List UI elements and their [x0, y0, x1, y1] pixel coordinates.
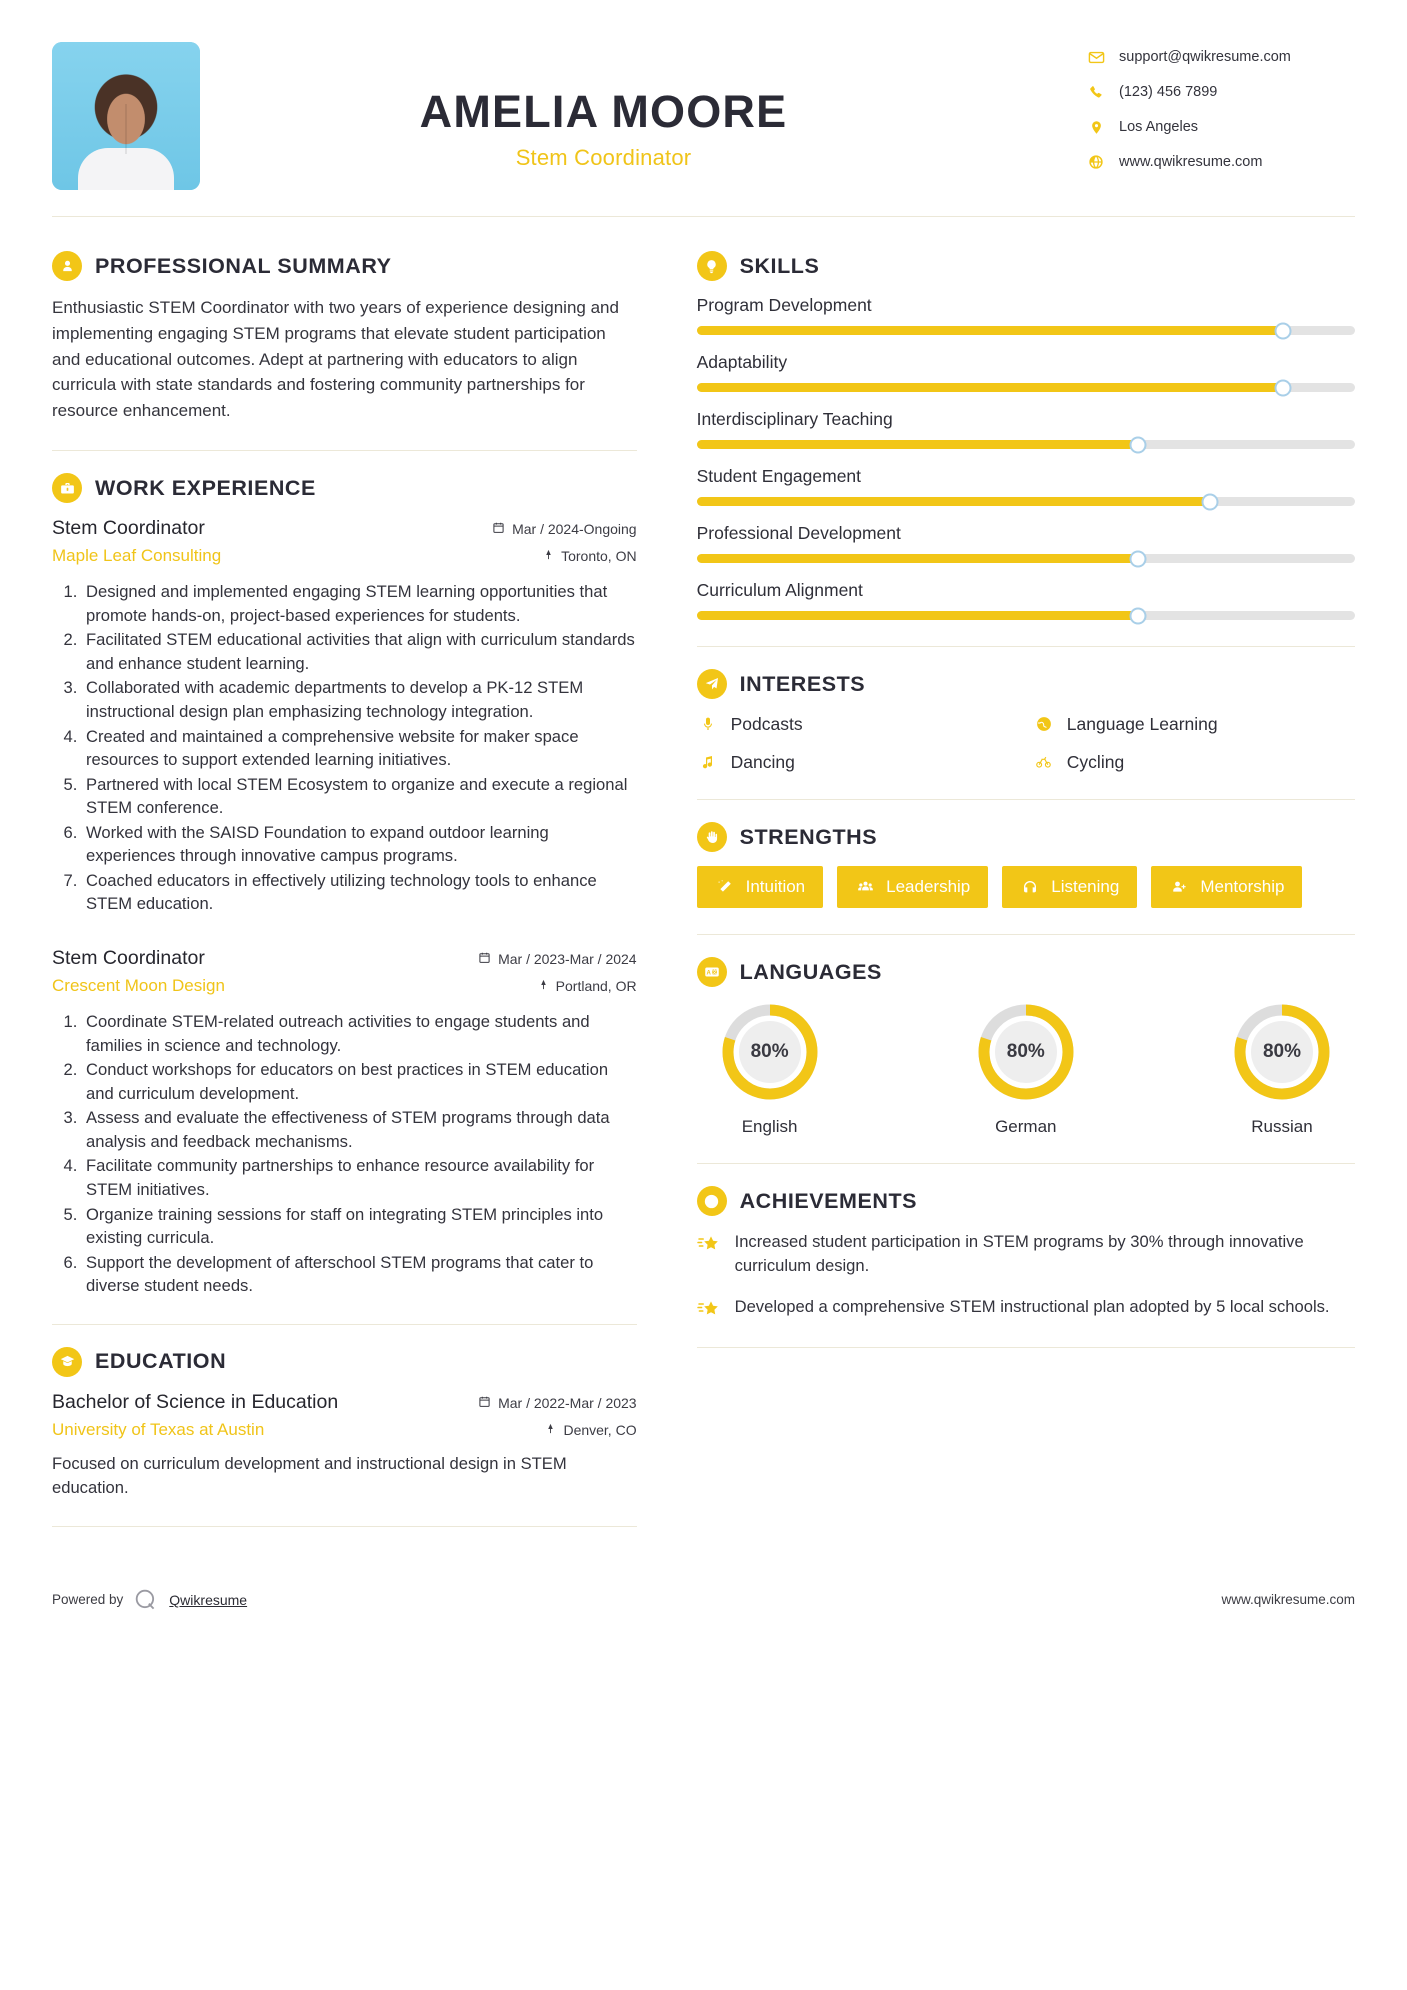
- calendar-icon: [492, 521, 505, 537]
- section-interests: [697, 669, 1355, 773]
- experience-role: Stem Coordinator: [52, 517, 205, 540]
- section-divider: [697, 1163, 1355, 1164]
- list-item: 4. Created and maintained a comprehensive website for maker space resources to support extended learning initiatives.: [82, 725, 637, 772]
- section-divider: [52, 1324, 637, 1325]
- contact-email-value: support@qwikresume.com: [1119, 49, 1291, 65]
- strength-label: Intuition: [745, 877, 806, 896]
- resume-body: [52, 217, 1355, 1549]
- experience-bullets: [52, 1010, 637, 1298]
- language-item: [1217, 1001, 1347, 1137]
- section-strengths: [697, 822, 1355, 908]
- skill-label: Professional Development: [696, 523, 901, 543]
- education-degree: Bachelor of Science in Education: [52, 1390, 339, 1413]
- strength-tag-listening[interactable]: [1002, 866, 1137, 908]
- magic-wand-icon: [715, 877, 735, 897]
- strength-label: Listening: [1051, 877, 1120, 896]
- section-skills: [697, 251, 1355, 620]
- interest-item: [697, 713, 1019, 735]
- skill-bar-knob: [1129, 607, 1146, 624]
- contact-website-value: www.qwikresume.com: [1119, 154, 1263, 170]
- section-title: WORK EXPERIENCE: [95, 475, 316, 500]
- skill-bar[interactable]: [697, 440, 1355, 449]
- name-block: [200, 42, 1087, 171]
- music-note-icon: [697, 751, 719, 773]
- skill-bar-fill: [697, 383, 1283, 392]
- language-percent: 80%: [1006, 1041, 1045, 1062]
- interest-item: [697, 751, 1019, 773]
- language-name: English: [741, 1117, 798, 1136]
- entry-spacer: [52, 917, 637, 947]
- entry-top-row: [52, 517, 637, 540]
- section-title: INTERESTS: [739, 671, 866, 696]
- list-item: 5. Organize training sessions for staff on integrating STEM principles into existing curricula.: [82, 1203, 637, 1250]
- avatar: [52, 42, 200, 190]
- list-item: 3. Assess and evaluate the effectiveness of STEM programs through data analysis and feedback mechanisms.: [82, 1106, 637, 1153]
- section-divider: [697, 1347, 1355, 1348]
- list-item: 2. Facilitated STEM educational activities that align with curriculum standards and enhance student learning.: [82, 628, 637, 675]
- list-item: 6. Support the development of afterschool STEM programs that cater to diverse student needs.: [82, 1251, 637, 1298]
- experience-dates: [478, 951, 637, 967]
- qwikresume-logo-icon: [133, 1587, 159, 1613]
- experience-organization: Maple Leaf Consulting: [52, 546, 222, 566]
- skill-bar-fill: [697, 554, 1138, 563]
- experience-entry: [52, 517, 637, 916]
- skill-label: Student Engagement: [696, 466, 862, 486]
- contact-email[interactable]: [1087, 48, 1355, 66]
- location-pin-icon: [1087, 118, 1105, 136]
- list-item: 4. Facilitate community partnerships to enhance resource availability for STEM initiatives.: [82, 1154, 637, 1201]
- education-location: [545, 1422, 636, 1438]
- microphone-icon: [697, 713, 719, 735]
- lightbulb-icon: [697, 251, 727, 281]
- section-title: ACHIEVEMENTS: [739, 1188, 918, 1213]
- education-school: University of Texas at Austin: [52, 1419, 265, 1439]
- skill-bar-fill: [697, 440, 1138, 449]
- language-name: Russian: [1251, 1117, 1313, 1136]
- section-title: STRENGTHS: [739, 824, 878, 849]
- skill-item: [697, 466, 1355, 506]
- experience-location-value: Toronto, ON: [561, 548, 637, 565]
- strength-tag-intuition[interactable]: [697, 866, 824, 908]
- education-dates: [478, 1395, 637, 1411]
- powered-by-label: Powered by: [52, 1592, 124, 1608]
- list-item: 1. Coordinate STEM-related outreach activities to engage students and families in science and technology.: [82, 1010, 637, 1057]
- list-item: 6. Worked with the SAISD Foundation to expand outdoor learning experiences through innovative campus programs.: [82, 821, 637, 868]
- user-icon: [52, 251, 82, 281]
- phone-icon: [1087, 83, 1105, 101]
- section-work-experience: [52, 473, 637, 1298]
- map-pin-icon: [538, 978, 549, 994]
- language-name: German: [995, 1117, 1057, 1136]
- entry-top-row: [52, 947, 637, 970]
- language-percent: 80%: [750, 1041, 789, 1062]
- achievement-item: [697, 1230, 1355, 1277]
- section-header: [697, 669, 1355, 699]
- section-title: PROFESSIONAL SUMMARY: [95, 253, 392, 278]
- skill-bar-fill: [697, 326, 1283, 335]
- section-header: [697, 1186, 1355, 1216]
- education-description: Focused on curriculum development and instructional design in STEM education.: [52, 1453, 567, 1497]
- language-item: [705, 1001, 835, 1137]
- experience-location: [538, 978, 637, 994]
- skill-bar[interactable]: [697, 383, 1355, 392]
- svg-text:文: 文: [711, 970, 717, 976]
- interest-label: Language Learning: [1066, 713, 1218, 734]
- experience-dates-value: Mar / 2024-Ongoing: [512, 521, 637, 538]
- map-pin-icon: [543, 548, 554, 564]
- interest-item: [1033, 713, 1355, 735]
- briefcase-icon: [52, 473, 82, 503]
- contact-website[interactable]: [1087, 153, 1355, 171]
- left-column: [52, 225, 667, 1549]
- skill-label: Curriculum Alignment: [696, 580, 863, 600]
- graduation-cap-icon: [52, 1347, 82, 1377]
- contact-location[interactable]: [1087, 118, 1355, 136]
- calendar-icon: [478, 951, 491, 967]
- globe-icon: [1033, 713, 1055, 735]
- skill-bar-knob: [1274, 379, 1291, 396]
- section-header: [52, 473, 637, 503]
- section-divider: [697, 799, 1355, 800]
- skill-label: Interdisciplinary Teaching: [696, 409, 893, 429]
- experience-dates: [492, 521, 637, 537]
- section-achievements: [697, 1186, 1355, 1321]
- section-header: [697, 822, 1355, 852]
- education-location-value: Denver, CO: [563, 1421, 637, 1438]
- skill-item: [697, 352, 1355, 392]
- experience-location-value: Portland, OR: [555, 978, 637, 995]
- education-dates-value: Mar / 2022-Mar / 2023: [498, 1394, 637, 1411]
- star-icon: [697, 1297, 721, 1321]
- experience-role: Stem Coordinator: [52, 947, 205, 970]
- summary-text: Enthusiastic STEM Coordinator with two years of experience designing and implementing engaging STEM programs that elevate student participation and educational outcomes. Adept at partnering with educators to align curricula with state standards and fostering community partnerships for resource enhancement.: [52, 298, 619, 421]
- language-list: [697, 1001, 1355, 1137]
- skill-bar-knob: [1129, 436, 1146, 453]
- section-header: [697, 251, 1355, 281]
- skill-bar-fill: [697, 611, 1138, 620]
- user-plus-icon: [1169, 877, 1189, 897]
- section-languages: [697, 957, 1355, 1137]
- map-pin-icon: [545, 1422, 556, 1438]
- star-icon: [697, 1232, 721, 1256]
- experience-dates-value: Mar / 2023-Mar / 2024: [498, 951, 637, 968]
- globe-icon: [1087, 153, 1105, 171]
- section-divider: [52, 1526, 637, 1527]
- users-group-icon: [855, 877, 875, 897]
- skill-bar[interactable]: [697, 326, 1355, 335]
- strength-label: Mentorship: [1200, 877, 1285, 896]
- skill-item: [697, 409, 1355, 449]
- experience-entry: [52, 947, 637, 1298]
- skill-label: Adaptability: [696, 352, 788, 372]
- section-divider: [697, 934, 1355, 935]
- skill-item: [697, 295, 1355, 335]
- list-item: 3. Collaborated with academic departments to develop a PK-12 STEM instructional design plan emphasizing technology integration.: [82, 676, 637, 723]
- interest-label: Cycling: [1066, 751, 1125, 772]
- hand-icon: [697, 822, 727, 852]
- contact-phone-value: (123) 456 7899: [1119, 84, 1218, 100]
- contact-phone[interactable]: [1087, 83, 1355, 101]
- entry-sub-row: [52, 1420, 637, 1440]
- paper-plane-icon: [697, 669, 727, 699]
- candidate-job-title: Stem Coordinator: [515, 145, 692, 171]
- language-item: [961, 1001, 1091, 1137]
- list-item: 2. Conduct workshops for educators on best practices in STEM education and curriculum development.: [82, 1058, 637, 1105]
- strength-tag-leadership[interactable]: [837, 866, 988, 908]
- powered-by-block: [52, 1587, 247, 1613]
- section-divider: [697, 646, 1355, 647]
- resume-header: [52, 0, 1355, 216]
- strength-tags: [697, 866, 1355, 908]
- skill-bar-knob: [1129, 550, 1146, 567]
- interest-label: Dancing: [730, 751, 795, 772]
- entry-top-row: [52, 1391, 637, 1414]
- education-entry: [52, 1391, 637, 1500]
- calendar-icon: [478, 1395, 491, 1411]
- language-percent: 80%: [1262, 1041, 1302, 1062]
- strength-tag-mentorship[interactable]: [1151, 866, 1302, 908]
- skill-bar[interactable]: [697, 497, 1355, 506]
- skill-label: Program Development: [696, 295, 872, 315]
- interest-item: [1033, 751, 1355, 773]
- award-star-icon: [697, 1186, 727, 1216]
- strength-label: Leadership: [886, 877, 971, 896]
- resume-footer: [52, 1567, 1355, 1647]
- interest-label: Podcasts: [730, 713, 803, 734]
- language-progress-ring: [719, 1001, 821, 1103]
- skill-bar-knob: [1274, 322, 1291, 339]
- bicycle-icon: [1033, 751, 1055, 773]
- list-item: 7. Coached educators in effectively utilizing technology tools to enhance STEM education.: [82, 869, 637, 916]
- skill-item: [697, 523, 1355, 563]
- skill-bar-knob: [1202, 493, 1219, 510]
- section-header: [52, 1347, 637, 1377]
- contact-list: [1087, 42, 1355, 188]
- contact-location-value: Los Angeles: [1119, 119, 1199, 135]
- skill-bar[interactable]: [697, 554, 1355, 563]
- experience-organization: Crescent Moon Design: [52, 976, 225, 996]
- headphones-icon: [1020, 877, 1040, 897]
- achievement-text: Increased student participation in STEM programs by 30% through innovative curriculum design.: [734, 1232, 1304, 1275]
- skill-bar[interactable]: [697, 611, 1355, 620]
- achievement-text: Developed a comprehensive STEM instructional plan adopted by 5 local schools.: [734, 1297, 1330, 1317]
- skill-item: [697, 580, 1355, 620]
- translate-icon: [697, 957, 727, 987]
- email-icon: [1087, 48, 1105, 66]
- section-header: [52, 251, 637, 281]
- candidate-name: AMELIA MOORE: [419, 86, 788, 137]
- footer-url: www.qwikresume.com: [1221, 1592, 1355, 1608]
- skill-bar-fill: [697, 497, 1211, 506]
- section-divider: [52, 450, 637, 451]
- language-progress-ring: [975, 1001, 1077, 1103]
- entry-sub-row: [52, 976, 637, 996]
- language-progress-ring: [1231, 1001, 1333, 1103]
- list-item: 5. Partnered with local STEM Ecosystem to organize and execute a regional STEM conference.: [82, 773, 637, 820]
- section-title: LANGUAGES: [739, 959, 882, 984]
- section-title: SKILLS: [739, 253, 820, 278]
- section-professional-summary: [52, 251, 637, 424]
- section-header: [697, 957, 1355, 987]
- qwikresume-link[interactable]: Qwikresume: [169, 1591, 248, 1608]
- experience-bullets: [52, 580, 637, 916]
- list-item: 1. Designed and implemented engaging STEM learning opportunities that promote hands-on, project-based experiences for students.: [82, 580, 637, 627]
- section-title: EDUCATION: [95, 1349, 227, 1374]
- svg-text:A: A: [706, 970, 711, 977]
- interest-grid: [697, 713, 1355, 773]
- profile-photo: [52, 42, 200, 190]
- experience-location: [543, 548, 636, 564]
- right-column: [667, 225, 1355, 1549]
- achievement-item: [697, 1295, 1355, 1321]
- entry-sub-row: [52, 546, 637, 566]
- section-education: [52, 1347, 637, 1500]
